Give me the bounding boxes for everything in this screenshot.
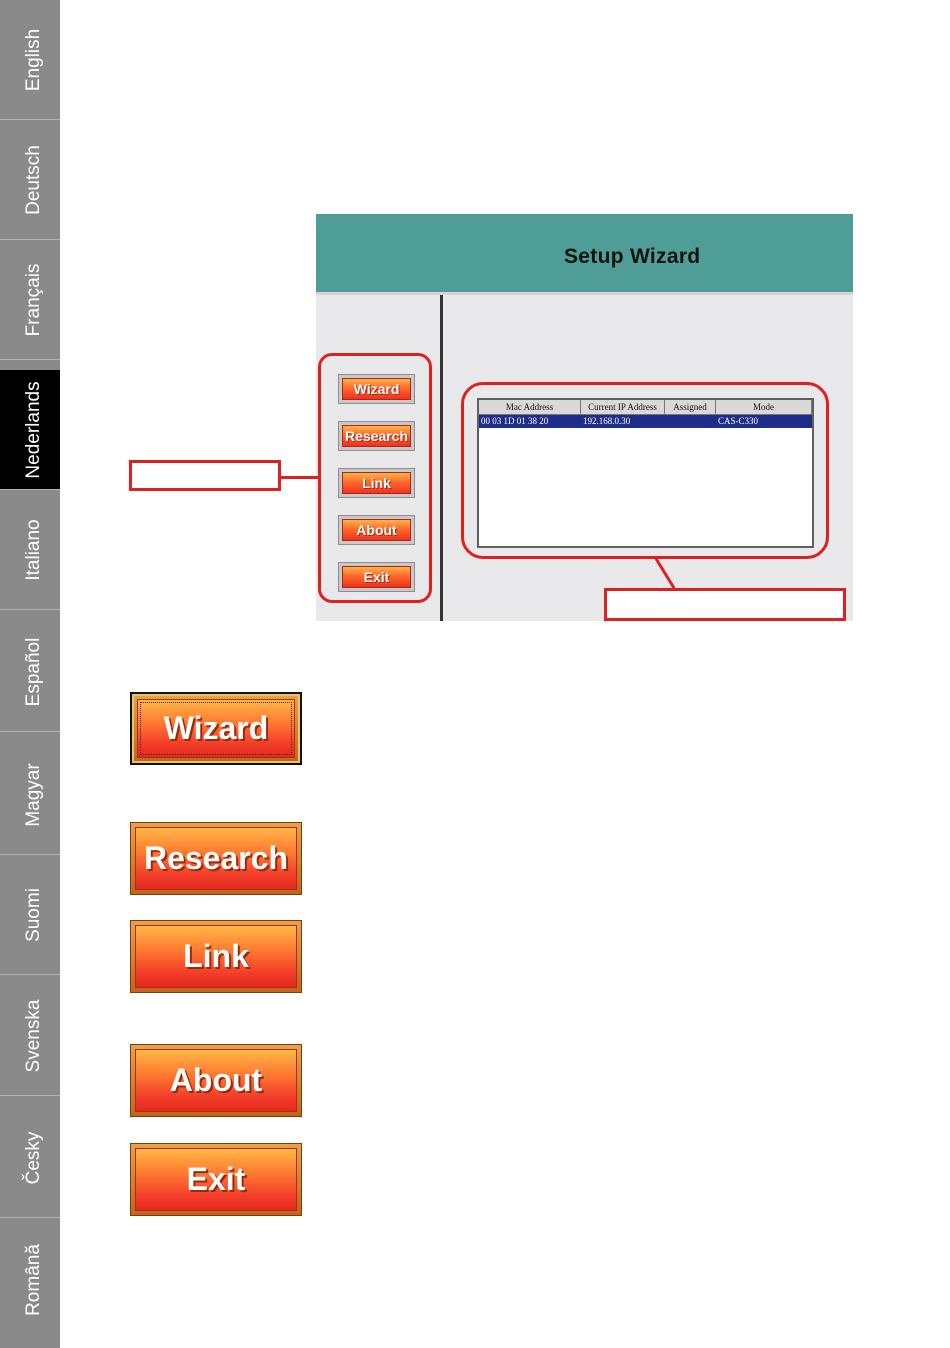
wizard-header (316, 214, 853, 295)
about-button-label: About (342, 519, 411, 541)
cell-mode: CAS-C330 (718, 416, 759, 426)
big-wizard-button[interactable] (130, 692, 302, 765)
lang-tab-label: Español (23, 637, 44, 707)
lang-tab-label: Magyar (23, 763, 44, 827)
column-header-mac[interactable]: Mac Address (479, 400, 581, 415)
lang-tab-label: Česky (23, 1131, 44, 1185)
column-header-assigned[interactable]: Assigned (665, 400, 716, 415)
big-link-button[interactable] (130, 920, 302, 993)
lang-tab-label: Français (23, 263, 44, 337)
cell-ip: 192.168.0.30 (583, 416, 631, 426)
lang-tab-label: Nederlands (23, 381, 44, 479)
lang-tab-francais[interactable] (0, 240, 60, 360)
lang-tab-magyar[interactable] (0, 735, 60, 855)
wizard-title: Setup Wizard (564, 245, 701, 268)
lang-tab-romana[interactable] (0, 1220, 60, 1340)
table-callout-outline (461, 382, 829, 559)
table-annotation-box (604, 588, 846, 621)
lang-tab-label: Suomi (23, 888, 44, 942)
exit-button-label: Exit (342, 566, 411, 588)
lang-tab-italiano[interactable] (0, 490, 60, 610)
big-about-button-label: About (135, 1049, 297, 1112)
lang-tab-label: Italiano (23, 519, 44, 581)
buttons-annotation-box (129, 460, 281, 491)
big-research-button[interactable] (130, 822, 302, 895)
buttons-annotation-connector (280, 476, 320, 479)
column-header-ip[interactable]: Current IP Address (581, 400, 665, 415)
buttons-callout-outline (318, 353, 432, 603)
wizard-button-label: Wizard (342, 378, 411, 400)
big-link-button-label: Link (135, 925, 297, 988)
cell-mac: 00 03 1D 01 38 20 (481, 416, 549, 426)
lang-tab-espanol[interactable] (0, 612, 60, 732)
lang-tab-label: Deutsch (23, 145, 44, 215)
research-button-label: Research (342, 425, 411, 447)
lang-tab-suomi[interactable] (0, 855, 60, 975)
lang-tab-english[interactable] (0, 0, 60, 120)
lang-tab-cesky[interactable] (0, 1098, 60, 1218)
big-exit-button-label: Exit (135, 1148, 297, 1211)
lang-tab-label: Română (23, 1244, 44, 1316)
big-wizard-button-label: Wizard (137, 699, 295, 758)
lang-tab-label: English (23, 28, 44, 92)
wizard-divider (440, 295, 443, 621)
big-about-button[interactable] (130, 1044, 302, 1117)
language-sidebar (0, 0, 60, 1348)
lang-tab-label: Svenska (23, 999, 44, 1073)
setup-wizard-window (316, 214, 853, 621)
lang-tab-deutsch[interactable] (0, 120, 60, 240)
lang-tab-svenska[interactable] (0, 976, 60, 1096)
lang-tab-nederlands[interactable] (0, 370, 60, 490)
big-exit-button[interactable] (130, 1143, 302, 1216)
column-header-mode[interactable]: Mode (716, 400, 812, 415)
link-button-label: Link (342, 472, 411, 494)
big-research-button-label: Research (135, 827, 297, 890)
